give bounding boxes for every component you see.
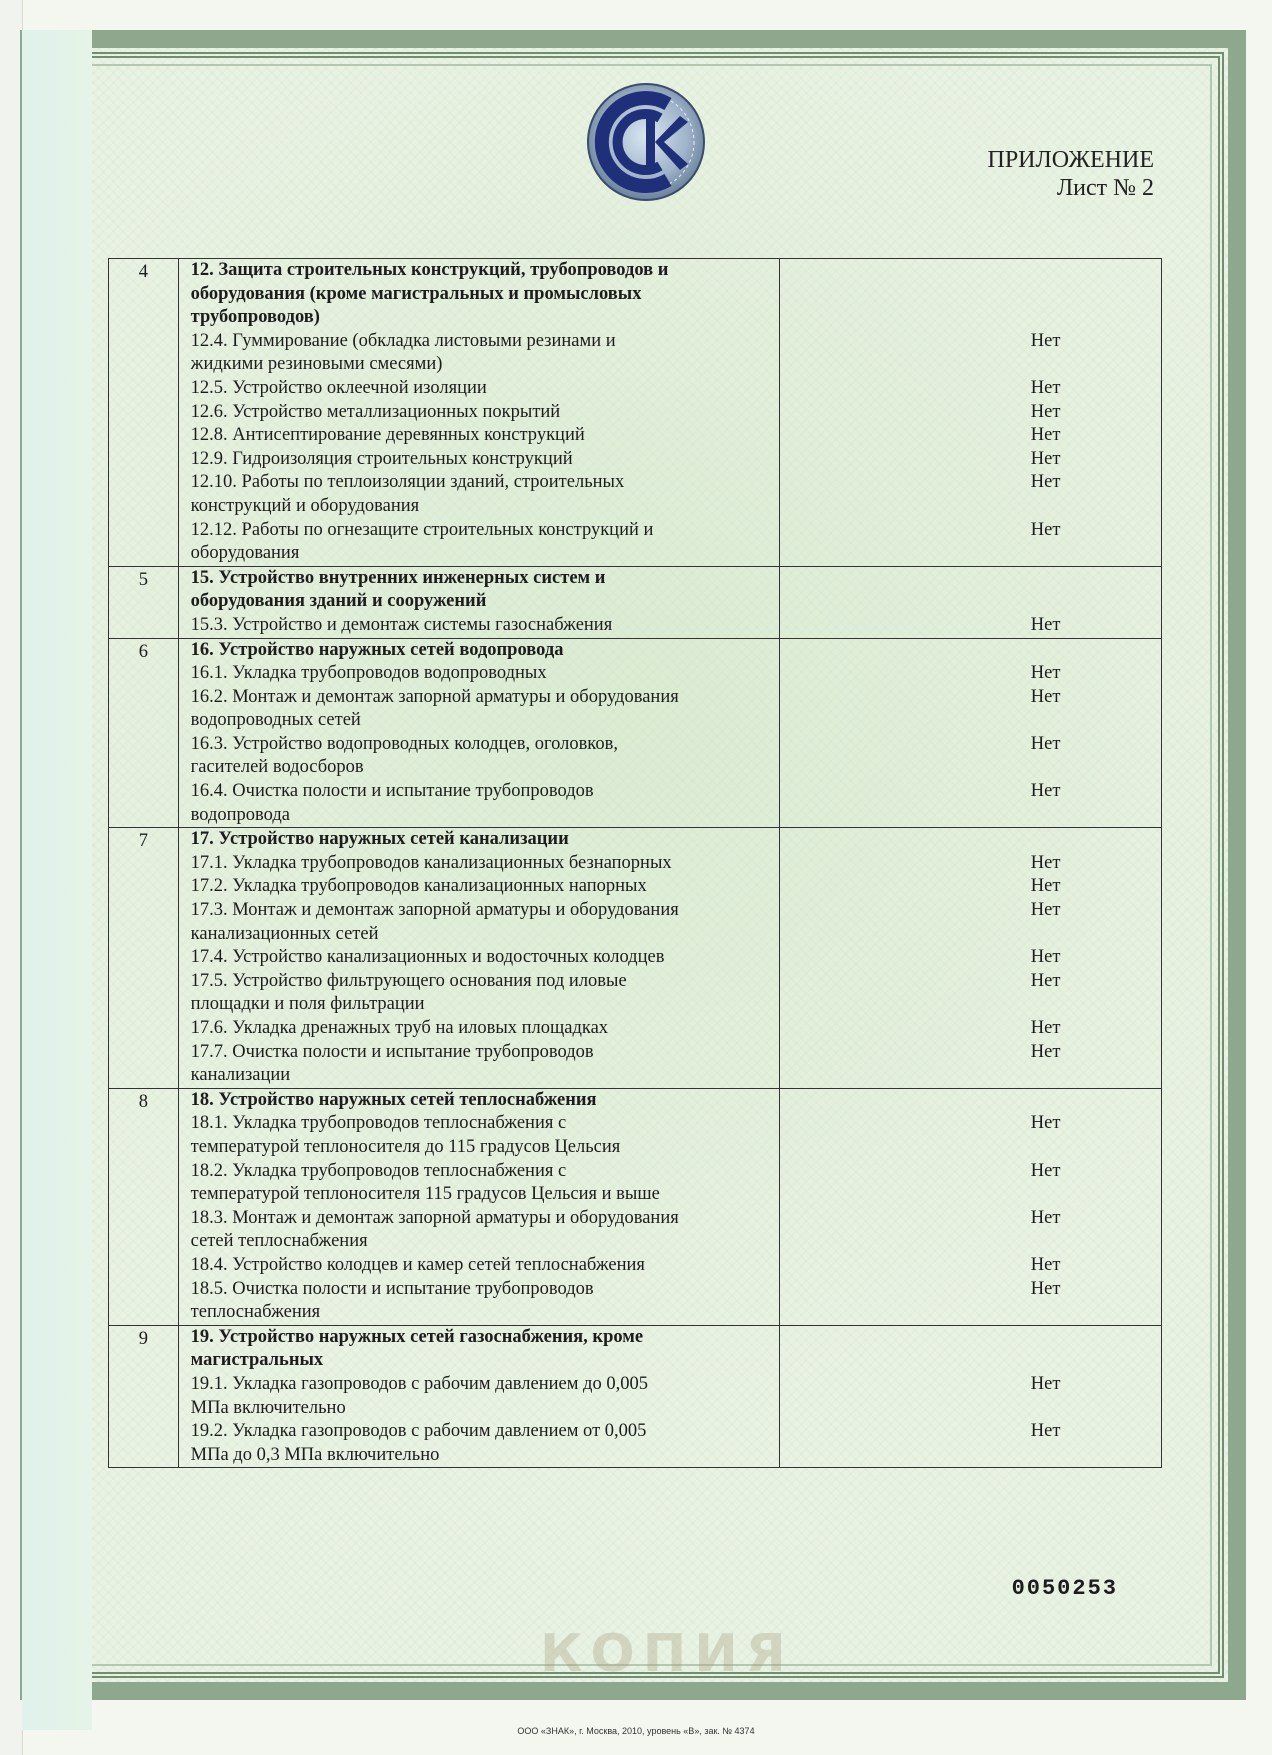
status-spacer [780,1397,1161,1421]
work-item-line: 17.3. Монтаж и демонтаж запорной арматуры и оборудования [190,900,679,921]
status-spacer [780,709,1161,733]
work-item-line: жидкими резиновыми смесями) [190,354,443,375]
work-description [178,566,780,638]
row-number: 4 [109,259,179,567]
work-item-status: Нет [1030,733,1061,754]
work-item-line: МПа до 0,3 МПа включительно [190,1444,440,1465]
work-item-line: гасителей водосборов [190,757,364,778]
work-item-line: 17.6. Укладка дренажных труб на иловых площадках [190,1018,609,1038]
section-heading-line: 18. Устройство наружных сетей теплоснабжения [190,1089,597,1110]
work-status-column [780,1088,1162,1325]
work-item-status: Нет [1030,1041,1061,1062]
work-item-line: оборудования [190,543,300,564]
status-spacer [780,993,1161,1017]
work-item-line: температурой теплоносителя 115 градусов Цельсия и выше [190,1184,660,1205]
work-item-line: 16.1. Укладка трубопроводов водопроводных [190,663,547,684]
work-item-status: Нет [1030,614,1061,635]
work-item-status: Нет [1030,900,1061,921]
work-item-status: Нет [1030,663,1061,684]
work-item-line: 17.1. Укладка трубопроводов канализационных безнапорных [190,852,672,873]
table-row [109,1088,1162,1325]
work-description [178,638,780,828]
work-description [178,1088,780,1325]
work-status-column [780,638,1162,828]
status-spacer [780,639,1161,663]
work-item-status: Нет [1030,852,1061,873]
work-item-line: водопровода [190,804,290,825]
work-item-line: 19.2. Укладка газопроводов с рабочим давлением от 0,005 [190,1421,647,1442]
table-row [109,638,1162,828]
status-spacer [780,1136,1161,1160]
appendix-title: ПРИЛОЖЕНИЕ [987,147,1154,173]
work-item-status: Нет [1030,686,1061,707]
work-item-line: 12.12. Работы по огнезащите строительных конструкций и [190,519,654,540]
work-item-line: 18.4. Устройство колодцев и камер сетей теплоснабжения [190,1254,645,1275]
work-item-line: 15.3. Устройство и демонтаж системы газоснабжения [190,614,613,635]
serial-number: 0050253 [1011,1576,1118,1601]
section-heading-line: магистральных [190,1350,324,1371]
work-item-line: 17.2. Укладка трубопроводов канализационных напорных [190,876,647,897]
table-row [109,828,1162,1089]
row-number: 7 [109,828,179,1089]
work-item-status: Нет [1030,781,1061,802]
work-item-line: температурой теплоносителя до 115 градусов Цельсия [190,1136,621,1157]
work-status-column [780,566,1162,638]
work-item-status: Нет [1030,1421,1061,1442]
row-number: 9 [109,1325,179,1468]
status-spacer [780,1064,1161,1088]
status-spacer [780,590,1161,614]
row-number: 6 [109,638,179,828]
work-item-status: Нет [1030,1373,1061,1394]
table-row [109,259,1162,567]
work-item-line: 12.8. Антисептирование деревянных конструкций [190,425,585,446]
work-item-line: 12.5. Устройство оклеечной изоляции [190,377,487,398]
work-item-line: теплоснабжения [190,1302,321,1323]
work-item-status: Нет [1030,947,1061,968]
status-spacer [780,1089,1161,1113]
section-heading-line: 15. Устройство внутренних инженерных систем и [190,567,606,588]
work-description [178,1325,780,1468]
work-item-line: 12.10. Работы по теплоизоляции зданий, строительных [190,472,625,493]
work-item-status: Нет [1030,401,1061,422]
work-item-line: конструкций и оборудования [190,495,420,516]
copy-watermark: КОПИЯ [540,1624,794,1684]
section-heading-line: трубопроводов) [190,307,320,328]
work-item-status: Нет [1030,1160,1061,1181]
work-item-line: сетей теплоснабжения [190,1231,368,1252]
status-spacer [780,804,1161,828]
appendix-header [987,146,1154,202]
work-status-column [780,1325,1162,1468]
section-heading-line: 16. Устройство наружных сетей водопровода [190,639,564,660]
work-item-status: Нет [1030,1278,1061,1299]
work-item-status: Нет [1030,1018,1061,1038]
status-spacer [780,306,1161,330]
work-item-status: Нет [1030,425,1061,446]
certificate-seal-logo [576,80,716,210]
status-spacer [780,353,1161,377]
work-item-line: 16.3. Устройство водопроводных колодцев, оголовков, [190,733,618,754]
table-row [109,1325,1162,1468]
section-heading-line: оборудования (кроме магистральных и промысловых [190,283,642,304]
work-item-line: 18.3. Монтаж и демонтаж запорной арматуры и оборудования [190,1207,679,1228]
work-item-line: 12.6. Устройство металлизационных покрытий [190,401,561,422]
page-fold-shadow [22,30,92,1730]
work-item-line: 17.5. Устройство фильтрующего основания под иловые [190,970,627,991]
status-spacer [780,1444,1161,1468]
work-item-status: Нет [1030,1207,1061,1228]
work-item-line: 12.4. Гуммирование (обкладка листовыми резинами и [190,330,616,351]
table-row [109,566,1162,638]
work-item-line: 18.2. Укладка трубопроводов теплоснабжения с [190,1160,567,1181]
status-spacer [780,1301,1161,1325]
work-item-status: Нет [1030,1254,1061,1275]
work-description [178,828,780,1089]
status-spacer [780,1230,1161,1254]
work-description [178,259,780,567]
status-spacer [780,495,1161,519]
status-spacer [780,567,1161,591]
status-spacer [780,259,1161,283]
work-status-column [780,259,1162,567]
work-status-column [780,828,1162,1089]
work-item-line: канализации [190,1065,291,1086]
work-item-status: Нет [1030,876,1061,897]
printer-footer: ООО «ЗНАК», г. Москва, 2010, уровень «В», зак. № 4374 [517,1726,755,1736]
work-item-status: Нет [1030,970,1061,991]
work-item-line: 16.4. Очистка полости и испытание трубопроводов [190,781,594,802]
sheet-number: Лист № 2 [1056,175,1154,201]
work-item-status: Нет [1030,377,1061,398]
status-spacer [780,542,1161,566]
work-item-status: Нет [1030,1113,1061,1134]
works-table [108,258,1162,1468]
work-item-line: канализационных сетей [190,923,379,944]
work-item-line: водопроводных сетей [190,710,361,731]
work-item-line: площадки и поля фильтрации [190,994,425,1015]
row-number: 8 [109,1088,179,1325]
work-item-status: Нет [1030,519,1061,540]
work-item-line: 19.1. Укладка газопроводов с рабочим давлением до 0,005 [190,1373,648,1394]
work-item-status: Нет [1030,330,1061,351]
status-spacer [780,756,1161,780]
status-spacer [780,1326,1161,1350]
work-item-line: 17.4. Устройство канализационных и водосточных колодцев [190,947,665,968]
work-item-line: 17.7. Очистка полости и испытание трубопроводов [190,1041,594,1062]
status-spacer [780,828,1161,852]
section-heading-line: 19. Устройство наружных сетей газоснабжения, кроме [190,1326,644,1347]
section-heading-line: 12. Защита строительных конструкций, трубопроводов и [190,260,669,280]
section-heading-line: оборудования зданий и сооружений [190,591,487,612]
status-spacer [780,923,1161,947]
work-item-line: 18.1. Укладка трубопроводов теплоснабжения с [190,1113,567,1134]
work-item-status: Нет [1030,472,1061,493]
status-spacer [780,1183,1161,1207]
work-item-status: Нет [1030,448,1061,469]
status-spacer [780,283,1161,307]
row-number: 5 [109,566,179,638]
works-table-body [109,259,1162,1468]
section-heading-line: 17. Устройство наружных сетей канализации [190,829,569,850]
work-item-line: МПа включительно [190,1397,346,1418]
work-item-line: 12.9. Гидроизоляция строительных конструкций [190,448,573,469]
work-item-line: 16.2. Монтаж и демонтаж запорной арматуры и оборудования [190,686,679,707]
status-spacer [780,1349,1161,1373]
work-item-line: 18.5. Очистка полости и испытание трубопроводов [190,1278,594,1299]
